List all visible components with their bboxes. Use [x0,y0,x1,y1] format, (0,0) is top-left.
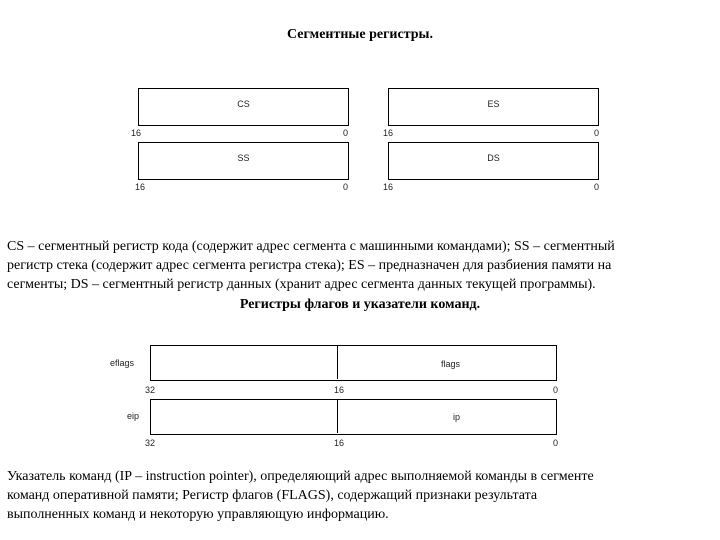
segment-registers-title: Сегментные регистры. [287,27,433,42]
cs-high-bit: 16 [131,128,142,138]
paragraph2-line3: выполненных команд и некоторую управляющую информацию. [7,507,389,522]
cs-register-box [138,88,349,126]
paragraph2-line1: Указатель команд (IP – instruction pointer), определяющий адрес выполняемой команды в сегменте [7,469,594,484]
flags-registers-description [7,467,707,524]
es-register-label: ES [487,99,500,109]
eip-bit-mid: 16 [334,438,345,448]
eflags-register-box [150,345,557,381]
eip-divider [337,400,338,433]
paragraph1-line1: CS – сегментный регистр кода (содержит адрес сегмента с машинными командами); SS – сегментный [7,239,615,254]
flags-label: flags [441,359,461,369]
es-register-box [388,88,599,126]
ss-high-bit: 16 [135,182,146,192]
ds-low-bit: 0 [594,182,600,192]
es-high-bit: 16 [383,128,394,138]
eip-register-box [150,399,557,435]
eip-label: eip [127,411,140,421]
eip-bit-high: 32 [145,438,156,448]
eflags-label: eflags [110,358,135,368]
flags-registers-title: Регистры флагов и указатели команд. [239,297,481,312]
es-low-bit: 0 [594,128,600,138]
segment-registers-description [7,237,707,294]
ss-register-label: SS [237,153,250,163]
ss-register-box [138,142,349,180]
cs-register-label: CS [237,99,250,109]
eflags-bit-mid: 16 [334,385,345,395]
eflags-bit-low: 0 [553,385,559,395]
ds-high-bit: 16 [383,182,394,192]
eflags-divider [337,346,338,379]
cs-low-bit: 0 [343,128,349,138]
paragraph2-line2: команд оперативной памяти; Регистр флагов (FLAGS), содержащий признаки результата [7,488,538,503]
ds-register-box [388,142,599,180]
ds-register-label: DS [487,153,500,163]
eip-bit-low: 0 [553,438,559,448]
ip-label: ip [453,412,461,422]
ss-low-bit: 0 [343,182,349,192]
paragraph1-line2: регистр стека (содержит адрес сегмента регистра стека); ES – предназначен для разбиения памяти на [7,258,612,273]
paragraph1-line3: сегменты; DS – сегментный регистр данных (хранит адрес сегмента данных текущей программы). [7,277,596,292]
eflags-bit-high: 32 [145,385,156,395]
